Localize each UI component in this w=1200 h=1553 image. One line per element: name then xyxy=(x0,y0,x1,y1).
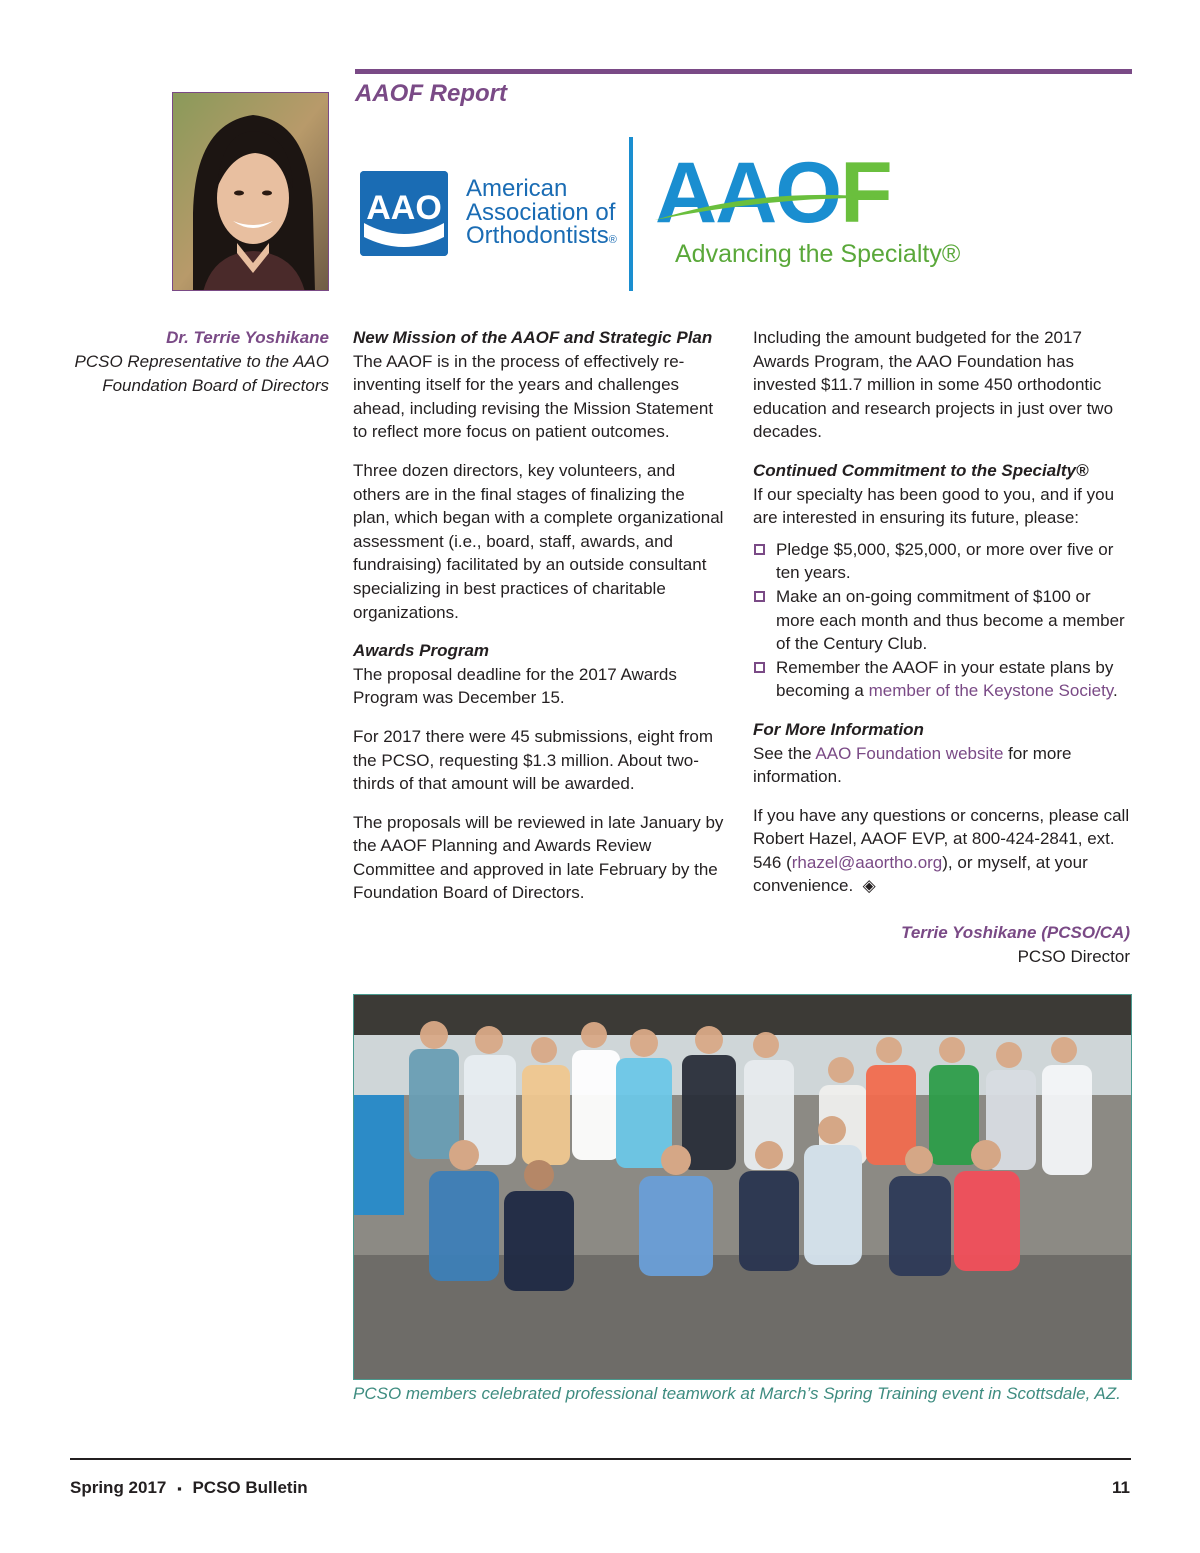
footer-issue xyxy=(70,1478,308,1498)
list-item: Make an on-going commitment of $100 or more each month and thus become a member of the Century Club. xyxy=(753,585,1133,656)
aao-box-text: AAO xyxy=(366,189,442,227)
author-role-2: Foundation Board of Directors xyxy=(102,376,329,395)
signature-title: PCSO Director xyxy=(1017,947,1130,966)
section-title: AAOF Report xyxy=(355,80,507,107)
author-portrait xyxy=(172,92,329,291)
paragraph: Three dozen directors, key volunteers, and others are in the final stages of finalizing the plan, which began with a complete organizational assessment (i.e., board, staff, awards, and fundraising) facilitated by an outside consultant specializing in best practices of charitable organizations. xyxy=(353,460,724,622)
aao-foundation-website-link[interactable]: AAO Foundation website xyxy=(815,743,1004,763)
aao-line-3: Orthodontists® xyxy=(466,222,617,249)
aaof-logo-f: F xyxy=(840,145,891,241)
author-name: Dr. Terrie Yoshikane xyxy=(166,328,329,347)
signature-name: Terrie Yoshikane (PCSO/CA) xyxy=(901,923,1130,942)
aao-line-1: American xyxy=(466,175,568,202)
paragraph: Including the amount budgeted for the 2017 Awards Program, the AAO Foundation has invested $11.7 million in some 450 orthodontic education and research projects in just over two decades. xyxy=(753,328,1114,442)
group-photo xyxy=(353,994,1132,1380)
list-item: Remember the AAOF in your estate plans by becoming a member of the Keystone Society. xyxy=(753,656,1133,703)
article-column-2 xyxy=(753,326,1133,913)
paragraph: If our specialty has been good to you, and if you are interested in ensuring its future, please: xyxy=(753,484,1115,528)
paragraph: If you have any questions or concerns, please call Robert Hazel, AAOF EVP, at 800-424-2841, ext. 546 (rhazel@aaortho.org), or myself, at your convenience. ◈ xyxy=(753,805,1130,896)
aao-logo-wordmark xyxy=(466,177,617,253)
paragraph: For 2017 there were 45 submissions, eight from the PCSO, requesting $1.3 million. About two-thirds of that amount will be awarded. xyxy=(353,726,714,794)
keystone-society-link[interactable]: member of the Keystone Society xyxy=(868,681,1114,701)
heading-more-information: For More Information xyxy=(753,719,924,739)
author-role-1: PCSO Representative to the AAO xyxy=(74,352,329,371)
aaof-swoosh xyxy=(655,190,895,230)
checkbox-square-icon xyxy=(754,544,765,555)
logo-divider xyxy=(629,137,633,291)
aao-line-2: Association of xyxy=(466,198,616,226)
photo-caption: PCSO members celebrated professional teamwork at March’s Spring Training event in Scottsdale, AZ. xyxy=(353,1384,1121,1403)
paragraph: The proposal deadline for the 2017 Awards Program was December 15. xyxy=(353,664,677,708)
email-link[interactable]: rhazel@aaortho.org xyxy=(791,852,943,872)
checkbox-square-icon xyxy=(754,591,765,602)
author-byline xyxy=(75,326,330,398)
end-mark-icon: ◈ xyxy=(862,876,876,896)
signature-block xyxy=(901,921,1130,969)
paragraph: See the AAO Foundation website for more information. xyxy=(753,743,1072,787)
heading-new-mission: New Mission of the AAOF and Strategic Plan xyxy=(353,328,713,347)
footer-publication: PCSO Bulletin xyxy=(192,1478,308,1497)
checkbox-square-icon xyxy=(754,662,765,673)
heading-awards-program: Awards Program xyxy=(353,641,490,661)
paragraph: The proposals will be reviewed in late January by the AAOF Planning and Awards Review Committee and approved in late February by the Foundation Board of Directors. xyxy=(353,812,724,903)
list-item: Pledge $5,000, $25,000, or more over five or ten years. xyxy=(753,538,1133,585)
footer-rule xyxy=(70,1458,1131,1460)
pledge-list xyxy=(753,538,1133,703)
footer-separator-icon: ▪ xyxy=(177,1481,182,1496)
aaof-tagline: Advancing the Specialty® xyxy=(675,240,961,268)
aao-logo-box xyxy=(360,171,448,256)
page-number: 11 xyxy=(1112,1478,1130,1497)
article-column-1 xyxy=(353,326,725,920)
footer-issue-date: Spring 2017 xyxy=(70,1478,167,1497)
aaof-logo-main: AAO xyxy=(655,145,841,241)
heading-continued-commitment: Continued Commitment to the Specialty® xyxy=(753,460,1089,480)
header-rule xyxy=(355,69,1132,74)
paragraph: The AAOF is in the process of effectively re-inventing itself for the years and challenges ahead, including revising the Mission Statement to reflect more focus on patient outcomes. xyxy=(353,351,714,442)
